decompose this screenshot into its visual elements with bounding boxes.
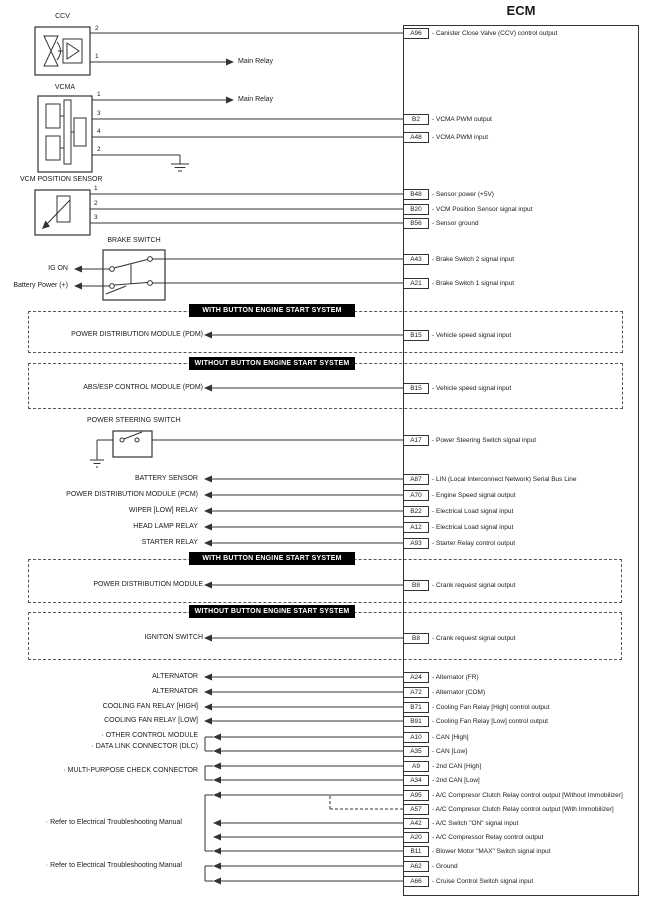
ecm-title: ECM	[506, 3, 536, 18]
vcm-position-sensor-label: VCM POSITION SENSOR	[20, 176, 103, 183]
ecm-pin-row	[403, 203, 532, 215]
ecm-pin-row	[403, 701, 549, 713]
ecm-pin-desc: - Starter Relay control output	[432, 540, 515, 547]
ecm-pin-desc: - Vehicle speed signal input	[432, 385, 511, 392]
ecm-pin-code: A95	[403, 790, 429, 801]
ccv-symbol	[35, 27, 90, 75]
ecm-pin-desc: - Cooling Fan Relay [Low] control output	[432, 718, 548, 725]
ecm-pin-row	[403, 831, 543, 843]
ecm-pin-row	[403, 253, 514, 265]
vcmps-pin-1: 1	[94, 185, 98, 192]
alternator-label: ALTERNATOR	[152, 688, 198, 695]
refer-manual-label: · Refer to Electrical Troubleshooting Manual	[45, 819, 182, 826]
battery-sensor-label: BATTERY SENSOR	[134, 475, 198, 482]
ecm-pin-code: A12	[403, 522, 429, 533]
ecm-pin-code: A62	[403, 861, 429, 872]
main-relay-label: Main Relay	[238, 58, 274, 65]
ccv-label: CCV	[55, 13, 70, 20]
banner-without-button-2: WITHOUT BUTTON ENGINE START SYSTEM	[189, 605, 355, 618]
banner-without-button-1: WITHOUT BUTTON ENGINE START SYSTEM	[189, 357, 355, 370]
ecm-pin-desc: - Electrical Load signal input	[432, 524, 513, 531]
ecm-pin-row	[403, 329, 511, 341]
ecm-pin-desc: - Brake Switch 2 signal input	[432, 256, 514, 263]
ecm-pin-row	[403, 188, 494, 200]
ecm-pin-code: A9	[403, 761, 429, 772]
ecm-pin-code: A17	[403, 435, 429, 446]
power-steering-switch-symbol	[113, 431, 152, 457]
ecm-pin-desc: - Vehicle speed signal input	[432, 332, 511, 339]
ecm-pin-desc: - Engine Speed signal output	[432, 492, 516, 499]
ecm-pin-row	[403, 113, 492, 125]
ecm-pin-desc: - Alternator (COM)	[432, 689, 485, 696]
dlc-label: · DATA LINK CONNECTOR (DLC)	[91, 743, 198, 750]
ecm-pin-desc: - Sensor ground	[432, 220, 479, 227]
ecm-pin-desc: - CAN [Low]	[432, 748, 467, 755]
vcmps-pin-2: 2	[94, 200, 98, 207]
ecm-pin-desc: - Alternator (FR)	[432, 674, 479, 681]
ecm-pin-desc: - VCM Position Sensor signal input	[432, 206, 532, 213]
ecm-pin-row	[403, 803, 614, 815]
brake-switch-label: BRAKE SWITCH	[107, 237, 161, 244]
ecm-pin-code: A48	[403, 132, 429, 143]
ecm-pin-row	[403, 845, 550, 857]
pdm-pcm-label: POWER DISTRIBUTION MODULE (PCM)	[66, 491, 198, 498]
ecm-pin-code: B15	[403, 383, 429, 394]
ecm-pin-desc: - Sensor power (+5V)	[432, 191, 494, 198]
other-control-module-label: · OTHER CONTROL MODULE	[101, 732, 198, 739]
ecm-pin-code: A10	[403, 732, 429, 743]
cooling-fan-low-label: COOLING FAN RELAY [LOW]	[104, 717, 198, 724]
ecm-pin-row	[403, 579, 515, 591]
abs-esp-label: ABS/ESP CONTROL MODULE (PDM)	[83, 384, 203, 391]
ecm-pin-desc: - Ground	[432, 863, 458, 870]
ecm-pin-code: A20	[403, 832, 429, 843]
ecm-pin-desc: - A/C Compressor Relay control output	[432, 834, 543, 841]
banner-with-button-1: WITH BUTTON ENGINE START SYSTEM	[189, 304, 355, 317]
ecm-pin-code: A34	[403, 775, 429, 786]
ecm-pin-code: B22	[403, 506, 429, 517]
ecm-pin-row	[403, 686, 485, 698]
ecm-pin-desc: - Cruise Control Switch signal input	[432, 878, 533, 885]
ecm-pin-desc: - Brake Switch 1 signal input	[432, 280, 514, 287]
ecm-pin-row	[403, 671, 479, 683]
alternator-label: ALTERNATOR	[152, 673, 198, 680]
ccv-pin-2: 2	[95, 25, 99, 32]
power-steering-switch-label: POWER STEERING SWITCH	[87, 417, 181, 424]
ecm-pin-code: A21	[403, 278, 429, 289]
ecm-pin-code: A96	[403, 28, 429, 39]
ecm-pin-row	[403, 860, 458, 872]
ignition-switch-label: IGNITON SWITCH	[144, 634, 203, 641]
ecm-pin-code: B15	[403, 330, 429, 341]
ecm-pin-desc: - CAN [High]	[432, 734, 469, 741]
ecm-pin-row	[403, 731, 469, 743]
ecm-pin-code: B20	[403, 204, 429, 215]
ecm-pin-row	[403, 774, 480, 786]
ecm-pin-row	[403, 505, 513, 517]
ecm-pin-row	[403, 217, 479, 229]
ecm-pin-desc: - Canister Close Valve (CCV) control output	[432, 30, 557, 37]
ecm-pin-row	[403, 27, 557, 39]
ecm-pin-row	[403, 521, 513, 533]
ecm-pin-code: A24	[403, 672, 429, 683]
refer-manual-label: · Refer to Electrical Troubleshooting Manual	[45, 862, 182, 869]
multi-purpose-connector-label: · MULTI-PURPOSE CHECK CONNECTOR	[63, 767, 198, 774]
arrow-right-icon	[226, 59, 234, 104]
ecm-pin-code: B2	[403, 114, 429, 125]
ecm-pin-desc: - Power Steering Switch signal input	[432, 437, 536, 444]
vcma-pin-4: 4	[97, 128, 101, 135]
ecm-pin-code: A87	[403, 474, 429, 485]
pdm-crank-label: POWER DISTRIBUTION MODULE	[93, 581, 203, 588]
ecm-pin-code: A42	[403, 818, 429, 829]
battery-power-label: Battery Power (+)	[13, 282, 68, 289]
ecm-pin-code: A66	[403, 876, 429, 887]
ecm-pin-desc: - Cooling Fan Relay [High] control output	[432, 704, 549, 711]
ecm-pin-desc: - A/C Compresor Clutch Relay control output [Without Immobilizer]	[432, 792, 623, 799]
ecm-pin-code: A35	[403, 746, 429, 757]
ccv-pin-1: 1	[95, 53, 99, 60]
ecm-pin-desc: - 2nd CAN [Low]	[432, 777, 480, 784]
ecm-pin-row	[403, 632, 515, 644]
starter-relay-label: STARTER RELAY	[141, 539, 198, 546]
ecm-pin-code: B8	[403, 580, 429, 591]
ecm-pin-row	[403, 131, 488, 143]
ecm-pin-row	[403, 789, 623, 801]
vcm-position-sensor-symbol	[35, 190, 90, 235]
ecm-pin-code: B48	[403, 189, 429, 200]
ecm-pin-code: A57	[403, 804, 429, 815]
ecm-pin-code: B71	[403, 702, 429, 713]
ecm-pin-desc: - A/C Compresor Clutch Relay control output [With Immobilizer]	[432, 806, 614, 813]
ecm-pin-desc: - A/C Switch "ON" signal input	[432, 820, 518, 827]
pdm-with-button-label: POWER DISTRIBUTION MODULE (PDM)	[71, 331, 203, 338]
ecm-pin-row	[403, 473, 577, 485]
ecm-pin-row	[403, 382, 511, 394]
ecm-pin-desc: - Crank request signal output	[432, 635, 515, 642]
ecm-pin-desc: - Crank request signal output	[432, 582, 515, 589]
head-lamp-relay-label: HEAD LAMP RELAY	[133, 523, 198, 530]
ecm-pin-row	[403, 489, 516, 501]
main-relay-label: Main Relay	[238, 96, 274, 103]
ecm-pin-row	[403, 434, 536, 446]
vcma-symbol	[38, 96, 92, 172]
vcma-pin-2: 2	[97, 146, 101, 153]
ecm-pin-code: B8	[403, 633, 429, 644]
ecm-pin-desc: - VCMA PWM output	[432, 116, 492, 123]
ecm-pin-desc: - Electrical Load signal input	[432, 508, 513, 515]
ecm-pin-row	[403, 817, 518, 829]
vcmps-pin-3: 3	[94, 214, 98, 221]
ecm-pin-row	[403, 537, 515, 549]
banner-with-button-2: WITH BUTTON ENGINE START SYSTEM	[189, 552, 355, 565]
vcma-pin-3: 3	[97, 110, 101, 117]
ecm-pin-code: A72	[403, 687, 429, 698]
ecm-pin-row	[403, 760, 481, 772]
ecm-pin-desc: - LIN (Local Interconnect Network) Serial Bus Line	[432, 476, 577, 483]
ecm-pin-code: A43	[403, 254, 429, 265]
immobilizer-dashed-branch	[330, 796, 403, 809]
cooling-fan-high-label: COOLING FAN RELAY [HIGH]	[102, 703, 198, 710]
ecm-pin-desc: - Blower Motor "MAX" Switch signal input	[432, 848, 550, 855]
ecm-pin-code: A70	[403, 490, 429, 501]
ecm-pin-code: B11	[403, 846, 429, 857]
ecm-pin-desc: - 2nd CAN [High]	[432, 763, 481, 770]
ecm-pin-row	[403, 745, 467, 757]
vcma-label: VCMA	[54, 84, 76, 91]
ecm-pin-row	[403, 715, 548, 727]
ecm-pin-code: A93	[403, 538, 429, 549]
ecm-pin-code: B56	[403, 218, 429, 229]
ecm-pin-desc: - VCMA PWM input	[432, 134, 488, 141]
ecm-pin-row	[403, 875, 533, 887]
ig-on-label: IG ON	[48, 265, 68, 272]
ecm-pin-row	[403, 277, 514, 289]
ecm-pin-code: B91	[403, 716, 429, 727]
wiper-relay-label: WIPER [LOW] RELAY	[128, 507, 198, 514]
vcma-pin-1: 1	[97, 91, 101, 98]
brake-switch-symbol	[103, 250, 165, 300]
